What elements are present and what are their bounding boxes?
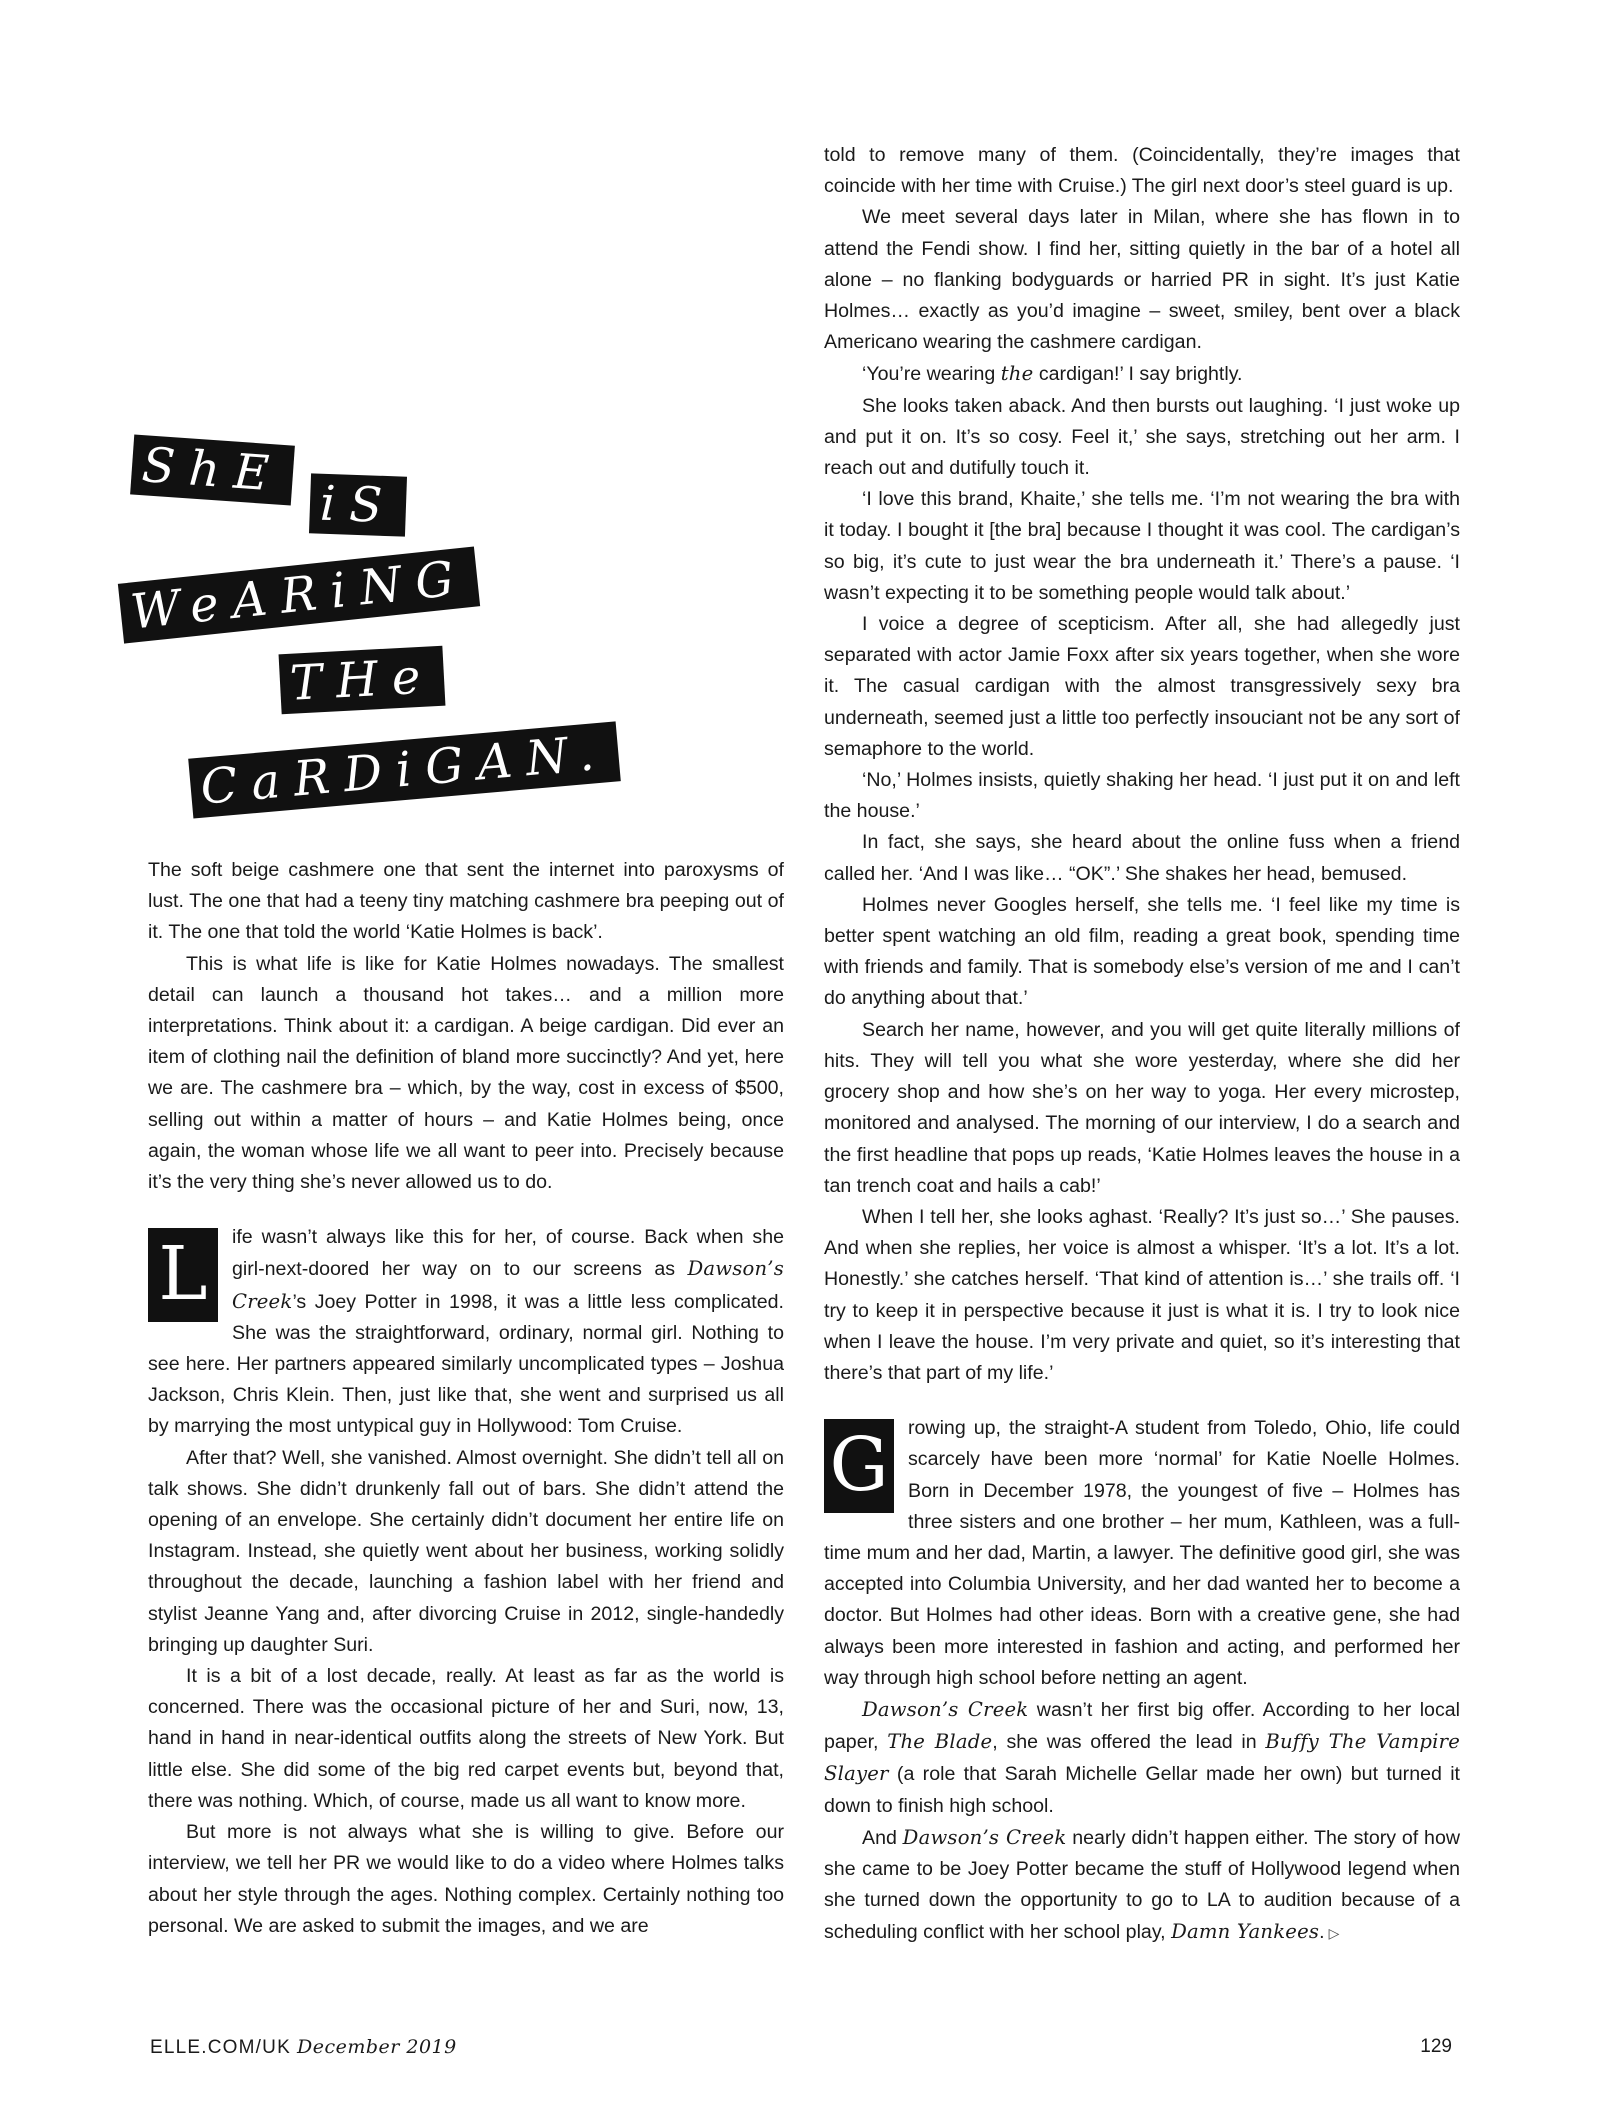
drop-cap: L <box>148 1228 218 1322</box>
headline-word-cardigan <box>188 721 620 818</box>
title-run: Dawson’s Creek <box>862 1697 1029 1721</box>
body-paragraph: Search her name, however, and you will get quite literally millions of hits. They will tell you what she wore yesterday, where she did her grocery shop and how she’s on her way to yoga. Her every microstep, monitored and analysed. The morning of our interview, I do a search and the first headline that pops up reads, ‘Katie Holmes leaves the house in a tan trench coat and hails a cab!’ <box>824 1018 1460 1197</box>
title-run: Buffy The Vampire Slayer <box>824 1730 1460 1786</box>
drop-cap: G <box>824 1419 894 1513</box>
title-run: Dawson’s Creek <box>902 1825 1067 1849</box>
headline-tile: CaRDiGAN. <box>188 721 620 818</box>
headline-tile: ShE <box>130 434 295 505</box>
body-paragraph: But more is not always what she is willing to give. Before our interview, we tell her PR we would like to do a video where Holmes talks about her style through the ages. Nothing complex. Certainly nothing too personal. We are asked to submit the images, and we are <box>148 1821 784 1937</box>
page-number: 129 <box>1420 2036 1452 2057</box>
continue-triangle-icon: ▷ <box>1328 1925 1340 1942</box>
right-column <box>824 140 1460 1950</box>
text-run: ’s Joey Potter in 1998, it was a little less complicated. She was the straightforward, ordinary, normal girl. Nothing to see here. Her partners appeared similarly uncomplicated types – Joshua Jackson, Chris Klein. Then, just like that, she went and surprised us all by marrying the most untypical guy in Hollywood: Tom Cruise. <box>148 1290 784 1438</box>
headline-tile: WeARiNG <box>118 546 481 643</box>
body-paragraph <box>824 1694 1460 1822</box>
body-paragraph: Holmes never Googles herself, she tells me. ‘I feel like my time is better spent watching an old film, reading a great book, spending time with friends and family. That is somebody else’s version of me and I can’t do anything about that.’ <box>824 893 1460 1010</box>
body-paragraph: She looks taken aback. And then bursts out laughing. ‘I just woke up and put it on. It’s so cosy. Feel it,’ she says, stretching out her arm. I reach out and dutifully touch it. <box>824 394 1460 480</box>
headline-word-is <box>309 473 407 536</box>
text-run: cardigan!’ I say brightly. <box>1033 363 1243 386</box>
footer-folio <box>150 2036 457 2059</box>
body-paragraph: This is what life is like for Katie Holmes nowadays. The smallest detail can launch a thousand hot takes… and a million more interpretations. Think about it: a cardigan. A beige cardigan. Did ever an item of clothing nail the definition of bland more succinctly? And yet, here we are. The cashmere bra – which, by the way, cost in excess of $500, selling out within a matter of hours – and Katie Holmes being, once again, the woman whose life we all want to peer into. Precisely because it’s the very thing she’s never allowed us to do. <box>148 952 784 1194</box>
text-run: rowing up, the straight-A student from Toledo, Ohio, life could scarcely have been more ‘normal’ for Katie Noelle Holmes. Born in December 1978, the youngest of five – Holmes has three sisters and one brother – her mum, Kathleen, was a full-time mum and her dad, Martin, a lawyer. The definitive good girl, she was accepted into Columbia University, and her dad wanted her to become a doctor. But Holmes had other ideas. Born with a creative gene, she had always been more interested in fashion and acting, and performed her way through high school before netting an agent. <box>824 1417 1460 1689</box>
headline-tile: THe <box>279 646 446 715</box>
emphasis-run: the <box>1000 362 1034 386</box>
text-run: And <box>862 1826 903 1849</box>
headline <box>120 437 780 820</box>
footer-date: December 2019 <box>296 2036 457 2058</box>
body-paragraph: ‘No,’ Holmes insists, quietly shaking her head. ‘I just put it on and left the house.’ <box>824 769 1460 823</box>
headline-tile: iS <box>309 473 407 536</box>
footer-site: ELLE.COM/UK <box>150 2037 291 2058</box>
body-paragraph: I voice a degree of scepticism. After all, she had allegedly just separated with actor Jamie Foxx after six years together, when she wore it. The casual cardigan with the almost transgressively sexy bra underneath, seemed just a little too perfectly insouciant not be any sort of semaphore to the world. <box>824 613 1460 760</box>
body-paragraph: It is a bit of a lost decade, really. At least as far as the world is concerned. There was the occasional picture of her and Suri, now, 13, hand in hand in near-identical outfits along the streets of New York. But little else. She did some of the big red carpet events but, beyond that, there was nothing. Which, of course, made us all want to know more. <box>148 1665 784 1812</box>
headline-word-wearing <box>118 546 481 643</box>
body-paragraph <box>824 1822 1460 1950</box>
headline-word-the <box>279 646 446 715</box>
body-paragraph <box>824 1413 1460 1694</box>
body-paragraph <box>824 358 1460 390</box>
body-paragraph: told to remove many of them. (Coincidentally, they’re images that coincide with her time with Cruise.) The girl next door’s steel guard is up. <box>824 144 1460 198</box>
body-paragraph: ‘I love this brand, Khaite,’ she tells me. ‘I’m not wearing the bra with it today. I bought it [the bra] because I thought it was cool. The cardigan’s so big, it’s cute to just wear the bra underneath it.’ There’s a pause. ‘I wasn’t expecting it to be something people would talk about.’ <box>824 488 1460 604</box>
intro-paragraph: The soft beige cashmere one that sent the internet into paroxysms of lust. The one that had a teeny tiny matching cashmere bra peeping out of it. The one that told the world ‘Katie Holmes is back’. <box>148 859 784 944</box>
body-paragraph: After that? Well, she vanished. Almost overnight. She didn’t tell all on talk shows. She didn’t drunkenly fall out of bars. She didn’t attend the opening of an envelope. She certainly didn’t document her entire life on Instagram. Instead, she quietly went about her business, working solidly throughout the decade, launching a fashion label with her friend and stylist Jeanne Yang and, after divorcing Cruise in 2012, single-handedly bringing up daughter Suri. <box>148 1446 784 1656</box>
title-run: Damn Yankees <box>1171 1920 1320 1944</box>
text-run: . <box>1319 1921 1325 1944</box>
text-run: ‘You’re wearing <box>862 363 1001 386</box>
body-paragraph: We meet several days later in Milan, where she has flown in to attend the Fendi show. I find her, sitting quietly in the bar of a hotel all alone – no flanking bodyguards or harried PR in sight. It’s just Katie Holmes… exactly as you’d imagine – sweet, smiley, bent over a black Americano wearing the cashmere cardigan. <box>824 206 1460 354</box>
body-paragraph: When I tell her, she looks aghast. ‘Really? It’s just so…’ She pauses. And when she replies, her voice is almost a whisper. ‘It’s a lot. It’s a lot. Honestly.’ she catches herself. ‘That kind of attention is…’ she trails off. ‘I try to keep it in perspective because it just is what it is. I try to look nice when I leave the house. I’m very private and quiet, so it’s interesting that there’s that part of my life.’ <box>824 1205 1460 1384</box>
text-run: , she was offered the lead in <box>992 1731 1266 1754</box>
body-paragraph: In fact, she says, she heard about the online fuss when a friend called her. ‘And I was like… “OK”.’ She shakes her head, bemused. <box>824 831 1460 885</box>
body-paragraph <box>148 1222 784 1442</box>
text-run: ife wasn’t always like this for her, of course. Back when she girl-next-doored her way on to our screens as <box>232 1226 784 1281</box>
left-column <box>148 855 784 1942</box>
text-run: (a role that Sarah Michelle Gellar made her own) but turned it down to finish high school. <box>824 1763 1460 1817</box>
headline-word-she <box>130 434 295 505</box>
text-run: wasn’t her first big offer. According to her local paper, <box>824 1698 1460 1754</box>
title-run: Dawson’s Creek <box>232 1257 784 1313</box>
title-run: The Blade <box>887 1730 993 1754</box>
text-run: nearly didn’t happen either. The story of how she came to be Joey Potter became the stuff of Hollywood legend when she turned down the opportunity to go to LA to audition because of a scheduling conflict with her school play, <box>824 1826 1460 1944</box>
